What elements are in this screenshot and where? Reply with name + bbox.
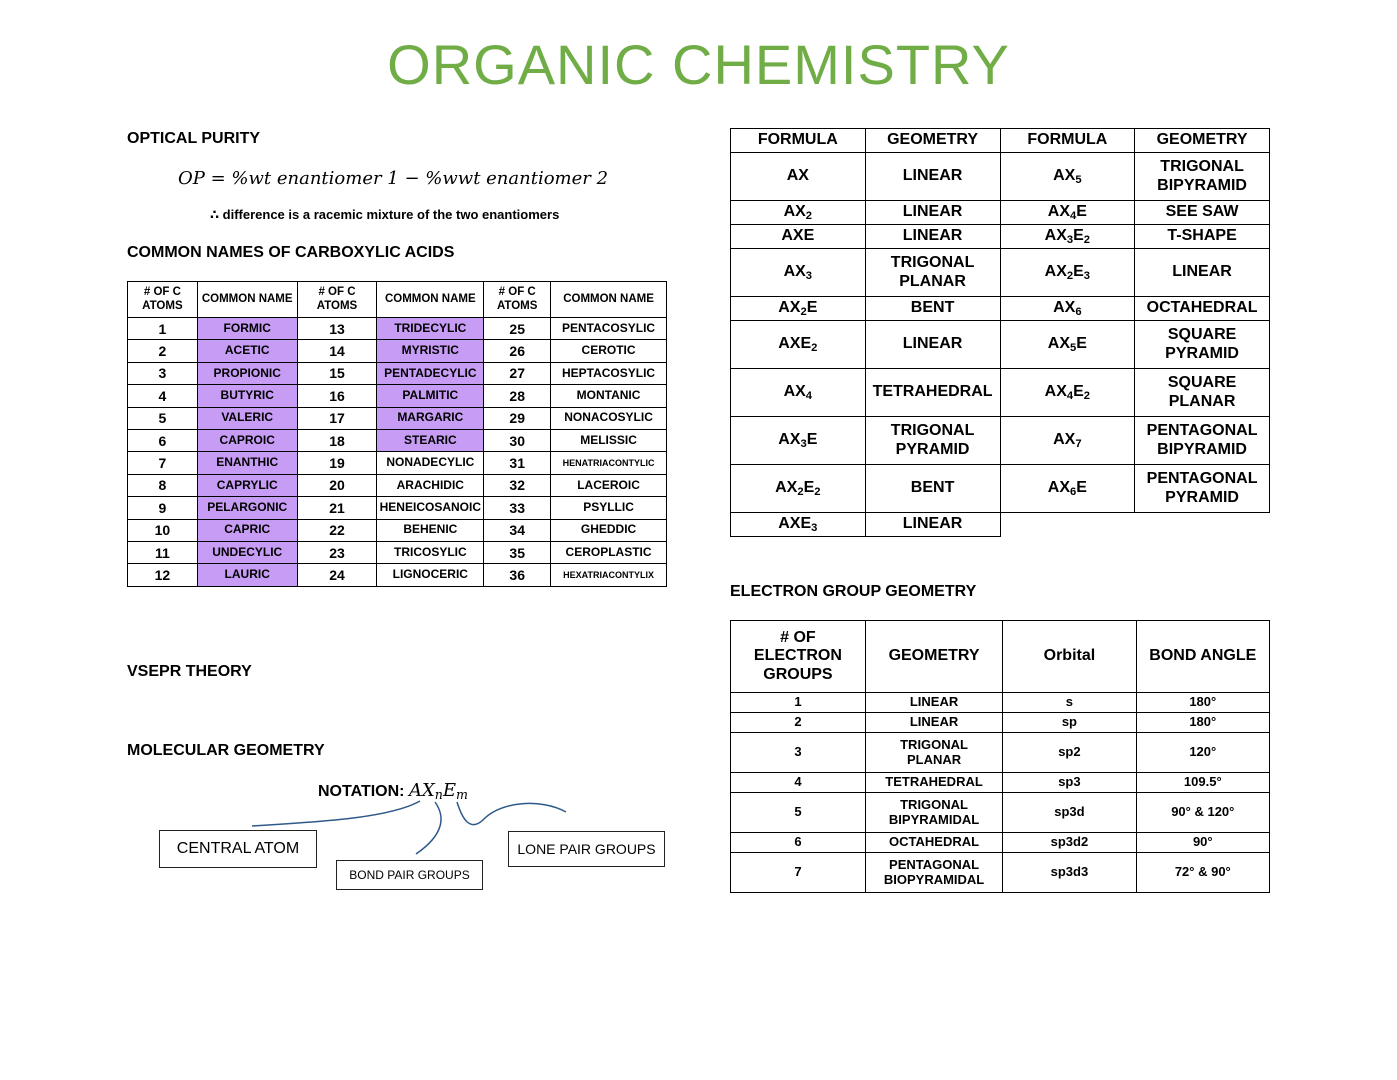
acid-name-cell: HEPTACOSYLIC <box>551 362 667 384</box>
vsepr-formula-cell: $AX_4E_2$ <box>1000 369 1135 417</box>
group-geometry-cell: TETRAHEDRAL <box>865 773 1002 793</box>
acid-name-cell: STEARIC <box>377 429 484 451</box>
carboxylic-row <box>128 429 667 451</box>
group-geometry-cell: TRIGONAL PLANAR <box>865 733 1002 773</box>
acid-name-cell: LAURIC <box>197 564 297 586</box>
bond-pair-groups-box: BOND PAIR GROUPS <box>336 860 483 890</box>
acid-name-cell: PALMITIC <box>377 385 484 407</box>
orbital-cell: sp3d2 <box>1003 833 1136 853</box>
carbon-count-cell: 2 <box>128 340 198 362</box>
vsepr-geometry-cell: LINEAR <box>865 201 1000 225</box>
empty-cell <box>1135 513 1270 537</box>
group-count-cell: 7 <box>731 853 866 893</box>
vsepr-geometry-cell: OCTAHEDRAL <box>1135 297 1270 321</box>
acid-name-cell: ARACHIDIC <box>377 474 484 496</box>
carbon-count-cell: 19 <box>297 452 377 474</box>
carboxylic-row <box>128 407 667 429</box>
carboxylic-heading: COMMON NAMES OF CARBOXYLIC ACIDS <box>127 244 455 261</box>
electron-group-header-cell: BOND ANGLE <box>1136 621 1269 693</box>
vsepr-formula-cell: $AX_5E$ <box>1000 321 1135 369</box>
carbon-count-cell: 17 <box>297 407 377 429</box>
vsepr-geometry-cell: T-SHAPE <box>1135 225 1270 249</box>
vsepr-row <box>731 321 1270 369</box>
vsepr-geometry-cell: BENT <box>865 297 1000 321</box>
carbon-count-cell: 33 <box>484 497 551 519</box>
carboxylic-row <box>128 362 667 384</box>
vsepr-row <box>731 201 1270 225</box>
notation-label: NOTATION: <box>318 783 405 800</box>
carbon-count-cell: 8 <box>128 474 198 496</box>
acid-name-cell: HENATRIACONTYLIC <box>551 452 667 474</box>
carboxylic-header-cell: # OF C ATOMS <box>128 282 198 318</box>
carbon-count-cell: 27 <box>484 362 551 384</box>
acid-name-cell: CEROTIC <box>551 340 667 362</box>
group-geometry-cell: LINEAR <box>865 693 1002 713</box>
carbon-count-cell: 14 <box>297 340 377 362</box>
acid-name-cell: PELARGONIC <box>197 497 297 519</box>
acid-name-cell: NONACOSYLIC <box>551 407 667 429</box>
lone-pair-groups-box: LONE PAIR GROUPS <box>508 831 665 867</box>
group-count-cell: 3 <box>731 733 866 773</box>
carboxylic-row <box>128 497 667 519</box>
vsepr-formula-cell: $AX_2E_2$ <box>731 465 866 513</box>
vsepr-header-cell: FORMULA <box>731 129 866 153</box>
acid-name-cell: MYRISTIC <box>377 340 484 362</box>
acid-name-cell: HEXATRIACONTYLIX <box>551 564 667 586</box>
vsepr-geometry-cell: BENT <box>865 465 1000 513</box>
carboxylic-row <box>128 318 667 340</box>
vsepr-formula-cell: $AXE_2$ <box>731 321 866 369</box>
carboxylic-row <box>128 564 667 586</box>
vsepr-formula-cell: $AX_2$ <box>731 201 866 225</box>
vsepr-row <box>731 297 1270 321</box>
vsepr-formula-cell: $AX_6$ <box>1000 297 1135 321</box>
carbon-count-cell: 35 <box>484 541 551 563</box>
electron-group-heading: ELECTRON GROUP GEOMETRY <box>730 583 977 600</box>
orbital-cell: s <box>1003 693 1136 713</box>
vsepr-row <box>731 153 1270 201</box>
vsepr-header-cell: GEOMETRY <box>865 129 1000 153</box>
carboxylic-header-cell: # OF C ATOMS <box>297 282 377 318</box>
vsepr-geometry-cell: TRIGONAL BIPYRAMID <box>1135 153 1270 201</box>
group-geometry-cell: TRIGONAL BIPYRAMIDAL <box>865 793 1002 833</box>
carbon-count-cell: 16 <box>297 385 377 407</box>
electron-group-row <box>731 833 1270 853</box>
group-count-cell: 5 <box>731 793 866 833</box>
vsepr-formula-table <box>730 128 1270 537</box>
acid-name-cell: VALERIC <box>197 407 297 429</box>
electron-group-header-cell: Orbital <box>1003 621 1136 693</box>
carboxylic-acids-table <box>127 281 667 587</box>
carbon-count-cell: 15 <box>297 362 377 384</box>
carbon-count-cell: 24 <box>297 564 377 586</box>
vsepr-geometry-cell: LINEAR <box>1135 249 1270 297</box>
vsepr-row <box>731 513 1270 537</box>
orbital-cell: sp3d <box>1003 793 1136 833</box>
carbon-count-cell: 25 <box>484 318 551 340</box>
electron-group-row <box>731 713 1270 733</box>
bond-angle-cell: 109.5° <box>1136 773 1269 793</box>
optical-purity-heading: OPTICAL PURITY <box>127 130 261 147</box>
electron-group-table <box>730 620 1270 893</box>
electron-group-row <box>731 693 1270 713</box>
group-geometry-cell: LINEAR <box>865 713 1002 733</box>
vsepr-row <box>731 225 1270 249</box>
electron-group-row <box>731 853 1270 893</box>
acid-name-cell: TRIDECYLIC <box>377 318 484 340</box>
carboxylic-row <box>128 385 667 407</box>
vsepr-geometry-cell: LINEAR <box>865 225 1000 249</box>
acid-name-cell: LACEROIC <box>551 474 667 496</box>
vsepr-formula-cell: $AX_3E_2$ <box>1000 225 1135 249</box>
carbon-count-cell: 20 <box>297 474 377 496</box>
vsepr-header-cell: FORMULA <box>1000 129 1135 153</box>
acid-name-cell: ENANTHIC <box>197 452 297 474</box>
carboxylic-header-cell: COMMON NAME <box>551 282 667 318</box>
vsepr-geometry-cell: TETRAHEDRAL <box>865 369 1000 417</box>
carbon-count-cell: 23 <box>297 541 377 563</box>
vsepr-header-cell: GEOMETRY <box>1135 129 1270 153</box>
carboxylic-row <box>128 519 667 541</box>
acid-name-cell: HENEICOSANOIC <box>377 497 484 519</box>
vsepr-formula-cell: AXE <box>731 225 866 249</box>
bond-angle-cell: 72° & 90° <box>1136 853 1269 893</box>
carbon-count-cell: 18 <box>297 429 377 451</box>
carboxylic-header-cell: COMMON NAME <box>377 282 484 318</box>
carbon-count-cell: 29 <box>484 407 551 429</box>
vsepr-geometry-cell: SEE SAW <box>1135 201 1270 225</box>
vsepr-geometry-cell: LINEAR <box>865 321 1000 369</box>
acid-name-cell: PENTADECYLIC <box>377 362 484 384</box>
group-geometry-cell: OCTAHEDRAL <box>865 833 1002 853</box>
vsepr-row <box>731 465 1270 513</box>
carbon-count-cell: 12 <box>128 564 198 586</box>
carbon-count-cell: 13 <box>297 318 377 340</box>
carbon-count-cell: 34 <box>484 519 551 541</box>
carbon-count-cell: 21 <box>297 497 377 519</box>
vsepr-geometry-cell: SQUARE PLANAR <box>1135 369 1270 417</box>
vsepr-row <box>731 369 1270 417</box>
acid-name-cell: PSYLLIC <box>551 497 667 519</box>
optical-purity-note: ∴ difference is a racemic mixture of the two enantiomers <box>210 207 560 222</box>
acid-name-cell: UNDECYLIC <box>197 541 297 563</box>
electron-group-row <box>731 773 1270 793</box>
carbon-count-cell: 9 <box>128 497 198 519</box>
carbon-count-cell: 1 <box>128 318 198 340</box>
vsepr-formula-cell: $AX_3$ <box>731 249 866 297</box>
notation-formula: $AX_nE_m$ <box>408 780 468 803</box>
acid-name-cell: LIGNOCERIC <box>377 564 484 586</box>
optical-purity-formula: OP = %wt enantiomer 1 − %wwt enantiomer 2 <box>178 168 609 189</box>
electron-group-header-cell: # OF ELECTRON GROUPS <box>731 621 866 693</box>
bond-angle-cell: 180° <box>1136 713 1269 733</box>
acid-name-cell: TRICOSYLIC <box>377 541 484 563</box>
vsepr-formula-cell: $AX_4$ <box>731 369 866 417</box>
carboxylic-row <box>128 474 667 496</box>
acid-name-cell: CAPROIC <box>197 429 297 451</box>
vsepr-formula-cell: $AX_6E$ <box>1000 465 1135 513</box>
acid-name-cell: MONTANIC <box>551 385 667 407</box>
vsepr-formula-cell: $AX_4E$ <box>1000 201 1135 225</box>
carboxylic-row <box>128 541 667 563</box>
acid-name-cell: GHEDDIC <box>551 519 667 541</box>
carboxylic-header-cell: # OF C ATOMS <box>484 282 551 318</box>
vsepr-geometry-cell: TRIGONAL PYRAMID <box>865 417 1000 465</box>
central-atom-box: CENTRAL ATOM <box>159 830 317 868</box>
carbon-count-cell: 22 <box>297 519 377 541</box>
group-count-cell: 1 <box>731 693 866 713</box>
acid-name-cell: ACETIC <box>197 340 297 362</box>
orbital-cell: sp3 <box>1003 773 1136 793</box>
vsepr-geometry-cell: SQUARE PYRAMID <box>1135 321 1270 369</box>
vsepr-formula-cell: $AXE_3$ <box>731 513 866 537</box>
carbon-count-cell: 7 <box>128 452 198 474</box>
carbon-count-cell: 5 <box>128 407 198 429</box>
carbon-count-cell: 26 <box>484 340 551 362</box>
carbon-count-cell: 3 <box>128 362 198 384</box>
bond-angle-cell: 90° & 120° <box>1136 793 1269 833</box>
vsepr-heading: VSEPR THEORY <box>127 663 252 680</box>
orbital-cell: sp <box>1003 713 1136 733</box>
group-count-cell: 6 <box>731 833 866 853</box>
group-count-cell: 2 <box>731 713 866 733</box>
carbon-count-cell: 10 <box>128 519 198 541</box>
electron-group-row <box>731 733 1270 773</box>
carbon-count-cell: 11 <box>128 541 198 563</box>
bond-angle-cell: 120° <box>1136 733 1269 773</box>
vsepr-formula-cell: AX <box>731 153 866 201</box>
vsepr-formula-cell: $AX_5$ <box>1000 153 1135 201</box>
carbon-count-cell: 6 <box>128 429 198 451</box>
vsepr-row <box>731 417 1270 465</box>
carbon-count-cell: 32 <box>484 474 551 496</box>
carbon-count-cell: 36 <box>484 564 551 586</box>
group-count-cell: 4 <box>731 773 866 793</box>
vsepr-geometry-cell: PENTAGONAL PYRAMID <box>1135 465 1270 513</box>
empty-cell <box>1000 513 1135 537</box>
carboxylic-row <box>128 340 667 362</box>
page-title: ORGANIC CHEMISTRY <box>387 33 1010 96</box>
group-geometry-cell: PENTAGONAL BIOPYRAMIDAL <box>865 853 1002 893</box>
carbon-count-cell: 4 <box>128 385 198 407</box>
vsepr-formula-cell: $AX_7$ <box>1000 417 1135 465</box>
acid-name-cell: BEHENIC <box>377 519 484 541</box>
acid-name-cell: MARGARIC <box>377 407 484 429</box>
vsepr-formula-cell: $AX_2E_3$ <box>1000 249 1135 297</box>
carbon-count-cell: 28 <box>484 385 551 407</box>
acid-name-cell: PROPIONIC <box>197 362 297 384</box>
acid-name-cell: BUTYRIC <box>197 385 297 407</box>
acid-name-cell: MELISSIC <box>551 429 667 451</box>
acid-name-cell: PENTACOSYLIC <box>551 318 667 340</box>
carboxylic-row <box>128 452 667 474</box>
carbon-count-cell: 31 <box>484 452 551 474</box>
orbital-cell: sp3d3 <box>1003 853 1136 893</box>
acid-name-cell: CEROPLASTIC <box>551 541 667 563</box>
acid-name-cell: FORMIC <box>197 318 297 340</box>
orbital-cell: sp2 <box>1003 733 1136 773</box>
vsepr-row <box>731 249 1270 297</box>
molecular-geometry-heading: MOLECULAR GEOMETRY <box>127 742 325 759</box>
vsepr-geometry-cell: PENTAGONAL BIPYRAMID <box>1135 417 1270 465</box>
carbon-count-cell: 30 <box>484 429 551 451</box>
acid-name-cell: NONADECYLIC <box>377 452 484 474</box>
vsepr-geometry-cell: LINEAR <box>865 153 1000 201</box>
electron-group-header-cell: GEOMETRY <box>865 621 1002 693</box>
carboxylic-header-cell: COMMON NAME <box>197 282 297 318</box>
electron-group-row <box>731 793 1270 833</box>
bond-angle-cell: 180° <box>1136 693 1269 713</box>
vsepr-geometry-cell: LINEAR <box>865 513 1000 537</box>
acid-name-cell: CAPRIC <box>197 519 297 541</box>
bond-angle-cell: 90° <box>1136 833 1269 853</box>
vsepr-formula-cell: $AX_3E$ <box>731 417 866 465</box>
acid-name-cell: CAPRYLIC <box>197 474 297 496</box>
vsepr-geometry-cell: TRIGONAL PLANAR <box>865 249 1000 297</box>
vsepr-formula-cell: $AX_2E$ <box>731 297 866 321</box>
